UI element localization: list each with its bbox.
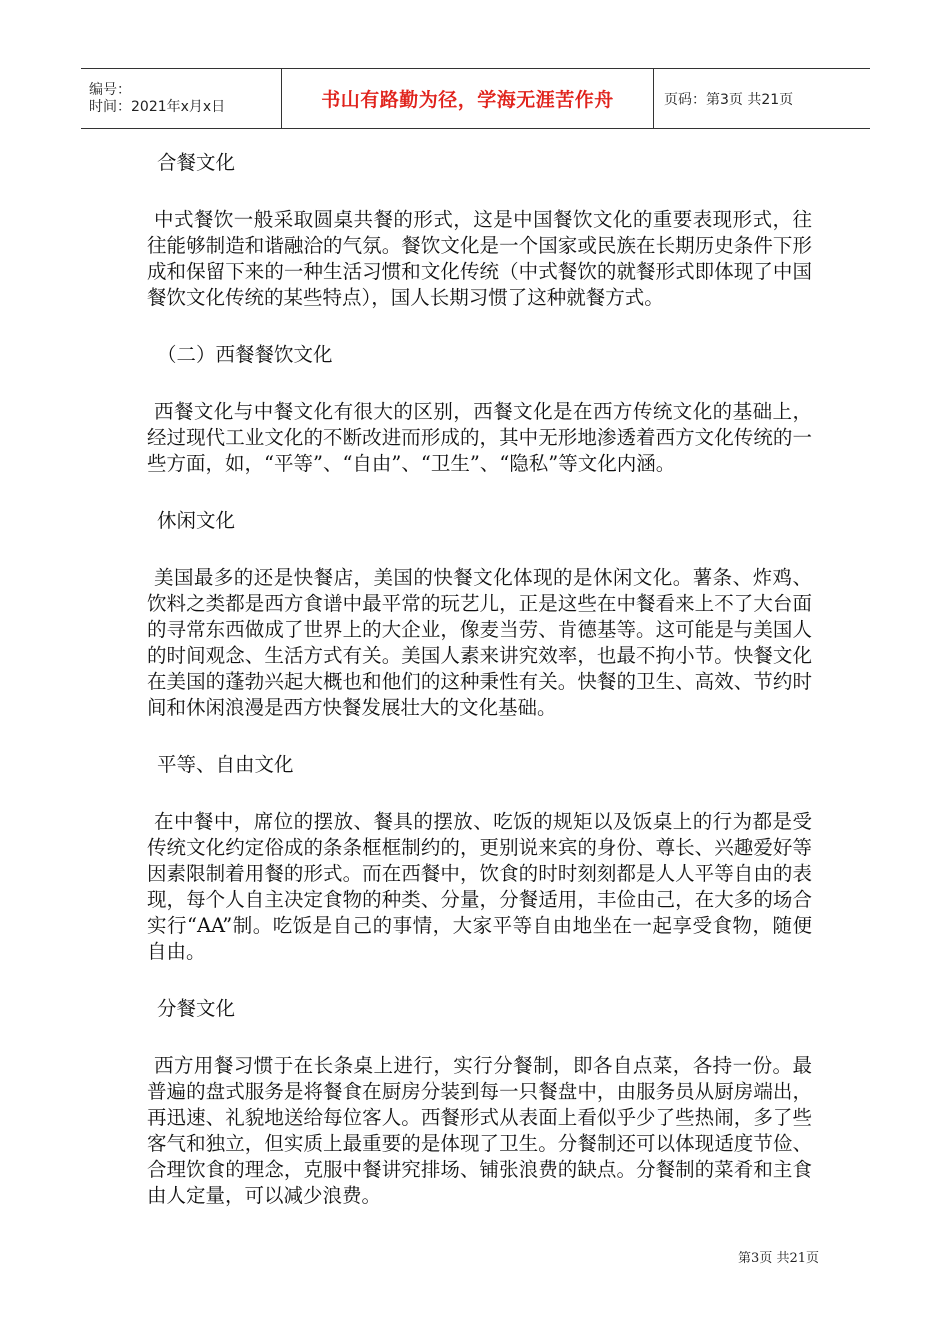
body-paragraph: 在中餐中，席位的摆放、餐具的摆放、吃饭的规矩以及饭桌上的行为都是受传统文化约定俗成的条条框框制约的，更别说来宾的身份、尊长、兴趣爱好等因素限制着用餐的形式。而在西餐中，饮食的时时刻刻都是人人平等自由的表现，每个人自主决定食物的种类、分量，分餐适用，丰俭由己，在大多的场合实行“AA”制。吃饭是自己的事情，大家平等自由地坐在一起享受食物，随便自由。 bbox=[147, 810, 812, 963]
motto-text: 书山有路勤为径，学海无涯苦作舟 bbox=[321, 89, 614, 111]
section-heading: （二）西餐餐饮文化 bbox=[157, 343, 333, 366]
header-page-info bbox=[654, 69, 870, 128]
document-body bbox=[147, 150, 812, 1209]
page-info-text: 页码：第3页 共21页 bbox=[664, 91, 794, 108]
section-heading: 休闲文化 bbox=[157, 509, 236, 532]
section-heading: 合餐文化 bbox=[157, 151, 236, 174]
document-date-label: 时间：2021年x月x日 bbox=[89, 98, 226, 115]
footer-page-number: 第3页 共21页 bbox=[738, 1251, 819, 1266]
body-paragraph: 西餐文化与中餐文化有很大的区别，西餐文化是在西方传统文化的基础上，经过现代工业文化的不断改进而形成的，其中无形地渗透着西方文化传统的一些方面，如，“平等”、“自由”、“卫生”、“隐私”等文化内涵。 bbox=[147, 400, 812, 475]
section-heading: 分餐文化 bbox=[157, 997, 236, 1020]
page-header bbox=[81, 68, 870, 129]
section-heading: 平等、自由文化 bbox=[157, 753, 294, 776]
body-paragraph: 美国最多的还是快餐店，美国的快餐文化体现的是休闲文化。薯条、炸鸡、饮料之类都是西方食谱中最平常的玩艺儿，正是这些在中餐看来上不了大台面的寻常东西做成了世界上的大企业，像麦当劳、肯德基等。这可能是与美国人的时间观念、生活方式有关。美国人素来讲究效率，也最不拘小节。快餐文化在美国的蓬勃兴起大概也和他们的这种秉性有关。快餐的卫生、高效、节约时间和休闲浪漫是西方快餐发展壮大的文化基础。 bbox=[147, 566, 812, 719]
document-number-label: 编号： bbox=[89, 81, 131, 98]
header-meta bbox=[81, 69, 282, 128]
header-motto bbox=[282, 69, 654, 128]
body-paragraph: 中式餐饮一般采取圆桌共餐的形式，这是中国餐饮文化的重要表现形式，往往能够制造和谐融洽的气氛。餐饮文化是一个国家或民族在长期历史条件下形成和保留下来的一种生活习惯和文化传统（中式餐饮的就餐形式即体现了中国餐饮文化传统的某些特点），国人长期习惯了这种就餐方式。 bbox=[147, 208, 812, 309]
page-footer bbox=[709, 1247, 819, 1266]
body-paragraph: 西方用餐习惯于在长条桌上进行，实行分餐制，即各自点菜，各持一份。最普遍的盘式服务是将餐食在厨房分装到每一只餐盘中，由服务员从厨房端出，再迅速、礼貌地送给每位客人。西餐形式从表面上看似乎少了些热闹，多了些客气和独立，但实质上最重要的是体现了卫生。分餐制还可以体现适度节俭、合理饮食的理念，克服中餐讲究排场、铺张浪费的缺点。分餐制的菜肴和主食由人定量，可以减少浪费。 bbox=[147, 1054, 812, 1207]
